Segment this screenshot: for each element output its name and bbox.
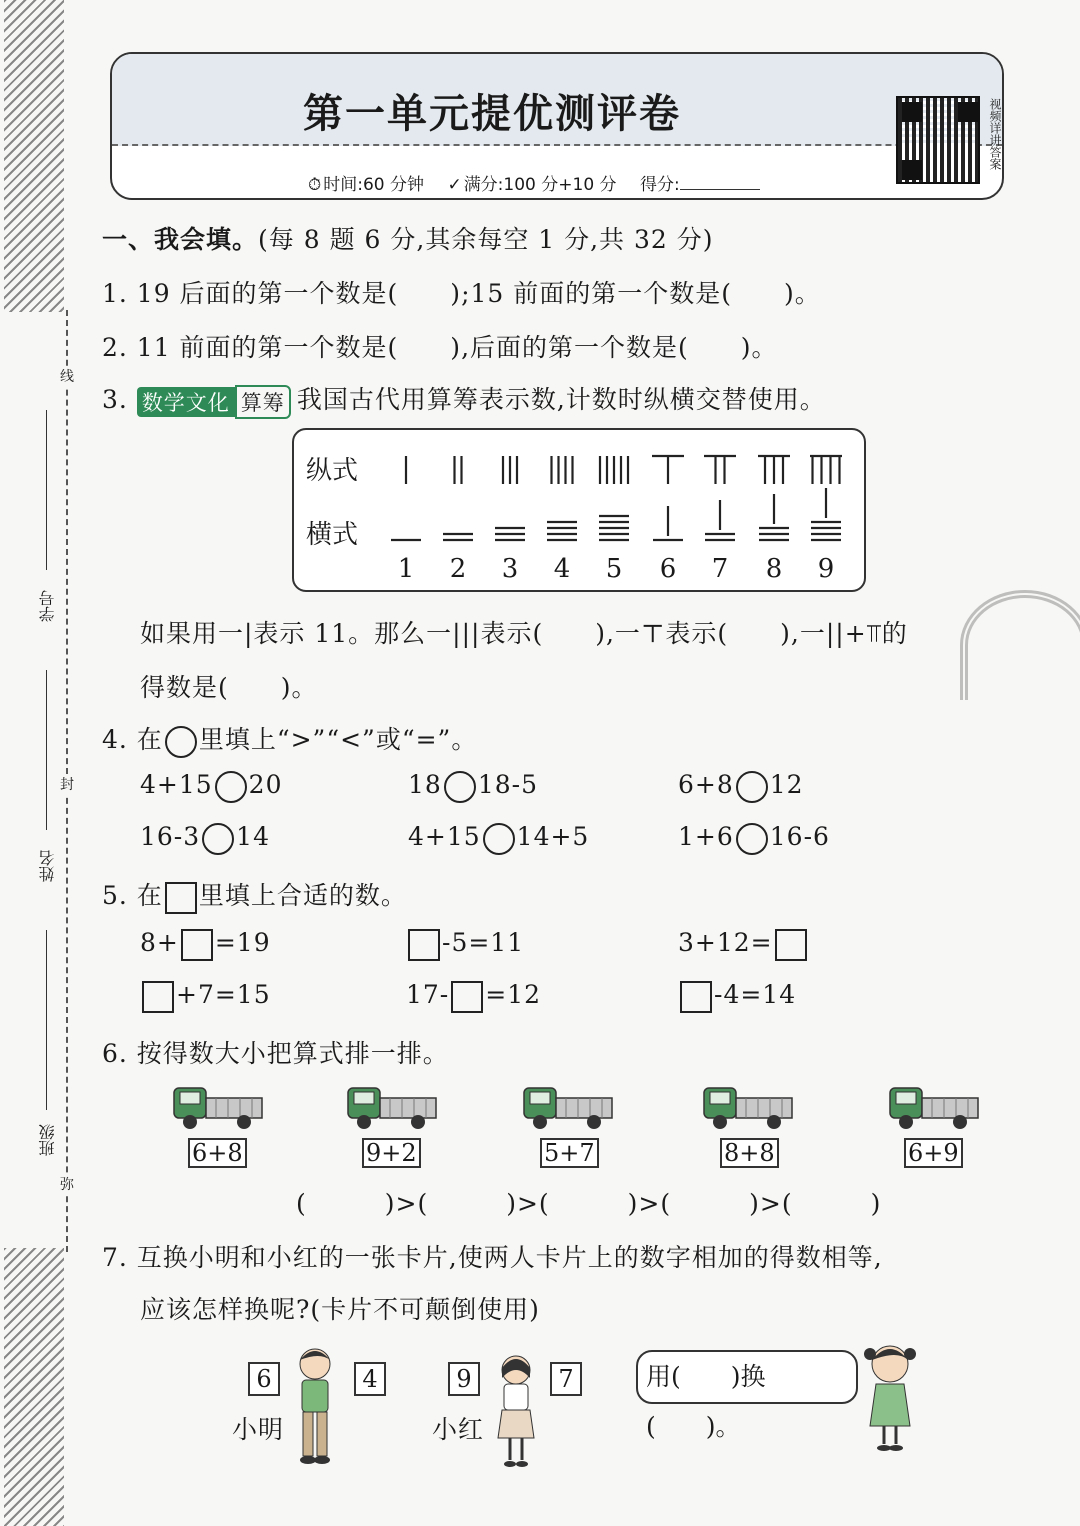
question-3-number: 3.	[102, 385, 128, 414]
vertical-form-label: 纵式	[306, 456, 359, 486]
question-2: 2. 11 前面的第一个数是( ),后面的第一个数是( )。	[102, 333, 778, 362]
xiaoming-name: 小明	[232, 1415, 285, 1444]
compare-circle[interactable]	[202, 823, 234, 855]
exam-header	[110, 52, 1004, 200]
compare-circle[interactable]	[444, 771, 476, 803]
answer-box[interactable]	[451, 981, 483, 1013]
answer-box[interactable]	[181, 929, 213, 961]
truck-expression: 9+2	[362, 1138, 421, 1168]
square-icon	[165, 882, 197, 914]
truck-icon	[522, 1082, 614, 1132]
answer-box[interactable]	[408, 929, 440, 961]
question-3-heading	[102, 380, 826, 419]
rod-digit-6: 6	[659, 554, 677, 584]
fill-box-item: 8+ =19	[140, 928, 271, 961]
truck-icon	[346, 1082, 438, 1132]
truck-icon	[888, 1082, 980, 1132]
compare-item: 6+8 12	[678, 770, 804, 803]
question-7-line-1: 7. 互换小明和小红的一张卡片,使两人卡片上的数字相加的得数相等,	[102, 1243, 883, 1272]
student-id-line[interactable]	[46, 410, 47, 570]
question-5-heading	[102, 876, 407, 914]
exam-meta	[308, 170, 778, 195]
decorative-arc	[960, 590, 1080, 700]
answer-box[interactable]	[142, 981, 174, 1013]
cut-char-feng: 封	[60, 777, 74, 793]
cut-char-mi: 弥	[60, 1177, 74, 1193]
rod-digit-9: 9	[817, 554, 835, 584]
girl-speaker-illustration	[858, 1338, 922, 1454]
timer-icon: ⏱	[308, 175, 322, 195]
xiaoming-card-2: 4	[354, 1362, 386, 1396]
rod-digit-4: 4	[553, 554, 571, 584]
question-7-line-2: 应该怎样换呢?(卡片不可颠倒使用)	[140, 1295, 540, 1324]
question-3-followup-2: 得数是( )。	[140, 673, 318, 702]
section-1-note: (每 8 题 6 分,其余每空 1 分,共 32 分)	[258, 225, 714, 254]
question-5-prompt-b: 里填上合适的数。	[198, 881, 407, 910]
fill-box-item: 17- =12	[406, 980, 541, 1013]
xiaohong-card-1: 9	[448, 1362, 480, 1396]
section-1-heading	[102, 220, 714, 256]
counting-rods-table	[292, 428, 866, 592]
compare-circle[interactable]	[215, 771, 247, 803]
speech-bubble[interactable]: 用( )换( )。	[636, 1350, 858, 1404]
rod-digit-1: 1	[397, 554, 415, 584]
exam-time: 时间:60 分钟	[323, 175, 425, 195]
counting-rods-tag: 算筹	[235, 385, 291, 419]
rod-digit-2: 2	[449, 554, 467, 584]
xiaohong-card-2: 7	[550, 1362, 582, 1396]
qr-caption: 视频详讲答案	[988, 98, 1002, 170]
xiaoming-card-1: 6	[248, 1362, 280, 1396]
rod-digit-5: 5	[605, 554, 623, 584]
question-3-text: 我国古代用算筹表示数,计数时纵横交替使用。	[296, 385, 826, 414]
question-3-followup-1: 如果用一|表示 11。那么一|||表示( ),一⊤表示( ),一||+⫪的	[140, 619, 908, 648]
rod-digit-7: 7	[711, 554, 729, 584]
question-6-order-blanks: ( )>( )>( )>( )>( )	[296, 1189, 882, 1218]
truck-expression: 8+8	[720, 1138, 779, 1168]
answer-box[interactable]	[775, 929, 807, 961]
fill-box-item: 3+12=	[678, 928, 809, 961]
question-6-prompt: 6. 按得数大小把算式排一排。	[102, 1039, 449, 1068]
math-culture-tag: 数学文化	[137, 387, 235, 417]
check-icon: ✓	[447, 175, 462, 195]
compare-item: 1+6 16-6	[678, 822, 830, 855]
question-5-prompt-a: 5. 在	[102, 881, 163, 910]
exam-full-score: 满分:100 分+10 分	[463, 175, 617, 195]
girl-illustration	[494, 1352, 538, 1472]
exam-title: 第一单元提优测评卷	[303, 91, 681, 137]
compare-item: 4+15 20	[140, 770, 282, 803]
class-line[interactable]	[46, 930, 47, 1110]
question-4-heading	[102, 720, 477, 758]
cut-char-xian: 线	[60, 369, 74, 385]
fill-box-item: +7=15	[140, 980, 271, 1013]
name-label: 姓名	[38, 850, 57, 882]
truck-expression: 6+9	[904, 1138, 963, 1168]
compare-circle[interactable]	[483, 823, 515, 855]
boy-illustration	[290, 1344, 340, 1470]
compare-item: 16-3 14	[140, 822, 270, 855]
class-label: 班级	[38, 1124, 57, 1156]
rod-digit-8: 8	[765, 554, 783, 584]
truck-expression: 6+8	[188, 1138, 247, 1168]
section-1-title: 一、我会填。	[102, 225, 259, 254]
score-blank[interactable]	[680, 189, 760, 190]
fill-box-item: -5=11	[406, 928, 524, 961]
truck-icon	[172, 1082, 264, 1132]
answer-box[interactable]	[680, 981, 712, 1013]
truck-expression: 5+7	[540, 1138, 599, 1168]
name-line[interactable]	[46, 670, 47, 830]
binding-hatch-bottom	[4, 1248, 64, 1526]
circle-icon	[165, 726, 197, 758]
compare-item: 4+15 14+5	[408, 822, 589, 855]
compare-circle[interactable]	[736, 823, 768, 855]
binding-hatch-top	[4, 0, 64, 312]
question-1: 1. 19 后面的第一个数是( );15 前面的第一个数是( )。	[102, 279, 821, 308]
score-label: 得分:	[639, 175, 680, 195]
horizontal-form-label: 横式	[306, 520, 359, 550]
question-4-prompt-a: 4. 在	[102, 725, 163, 754]
xiaohong-name: 小红	[432, 1415, 485, 1444]
fill-box-item: -4=14	[678, 980, 796, 1013]
qr-code-icon[interactable]	[896, 96, 980, 184]
compare-circle[interactable]	[736, 771, 768, 803]
compare-item: 18 18-5	[408, 770, 538, 803]
question-4-prompt-b: 里填上“>”“<”或“=”。	[198, 725, 478, 754]
rod-digit-3: 3	[501, 554, 519, 584]
student-id-label: 学号	[38, 590, 57, 622]
truck-icon	[702, 1082, 794, 1132]
